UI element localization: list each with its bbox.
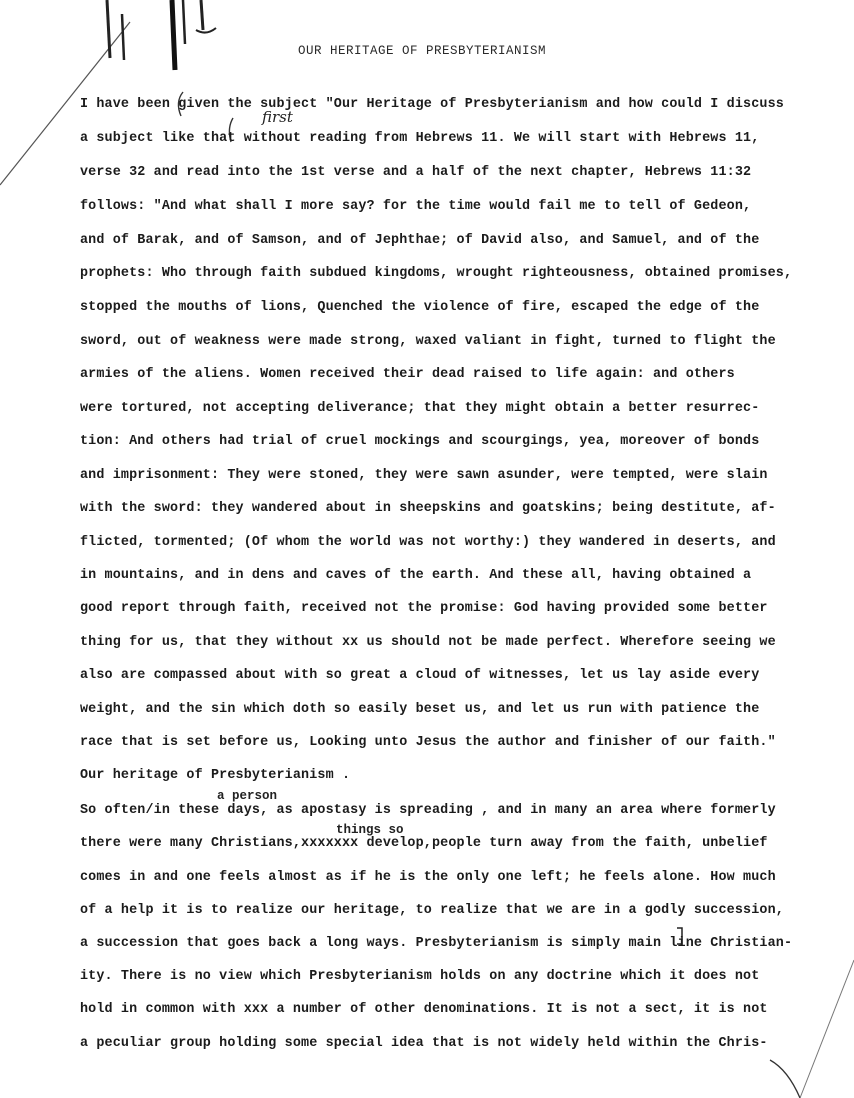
body-line: race that is set before us, Looking unto Jesus the author and finisher of our faith."	[80, 735, 776, 750]
body-line: armies of the aliens. Women received their dead raised to life again: and others	[80, 367, 735, 382]
body-line: weight, and the sin which doth so easily beset us, and let us run with patience the	[80, 702, 760, 717]
body-line: I have been given the subject "Our Heritage of Presbyterianism and how could I discuss	[80, 97, 784, 112]
body-line: verse 32 and read into the 1st verse and a half of the next chapter, Hebrews 11:32	[80, 165, 752, 180]
body-line: comes in and one feels almost as if he is the only one left; he feels alone. How much	[80, 870, 776, 885]
body-line: hold in common with xxx a number of other denominations. It is not a sect, it is not	[80, 1002, 768, 1017]
body-line: and imprisonment: They were stoned, they were sawn asunder, were tempted, were slain	[80, 468, 768, 483]
body-line: sword, out of weakness were made strong, waxed valiant in fight, turned to flight the	[80, 334, 776, 349]
body-line: flicted, tormented; (Of whom the world was not worthy:) they wandered in deserts, and	[80, 535, 776, 550]
body-line: also are compassed about with so great a cloud of witnesses, let us lay aside every	[80, 668, 760, 683]
body-line: were tortured, not accepting deliverance; that they might obtain a better resurrec-	[80, 401, 760, 416]
body-line: there were many Christians,xxxxxxx develop,people turn away from the faith, unbelief	[80, 836, 768, 851]
body-line: follows: "And what shall I more say? for the time would fail me to tell of Gedeon,	[80, 199, 752, 214]
body-line: with the sword: they wandered about in sheepskins and goatskins; being destitute, af-	[80, 501, 776, 516]
handwritten-insert: first	[262, 108, 293, 126]
interlinear-note-a-person: a person	[217, 789, 278, 803]
body-line: of a help it is to realize our heritage, to realize that we are in a godly succession,	[80, 903, 784, 918]
body-line: a peculiar group holding some special idea that is not widely held within the Chris-	[80, 1036, 768, 1051]
body-line: a succession that goes back a long ways. Presbyterianism is simply main line Christian-	[80, 936, 793, 951]
body-line: ity. There is no view which Presbyterianism holds on any doctrine which it does not	[80, 969, 760, 984]
interlinear-note-things-so: things so	[336, 823, 404, 837]
document-title: OUR HERITAGE OF PRESBYTERIANISM	[298, 44, 547, 58]
body-line: and of Barak, and of Samson, and of Jephthae; of David also, and Samuel, and of the	[80, 233, 760, 248]
body-line: So often/in these days, as apostasy is spreading , and in many an area where formerly	[80, 803, 776, 818]
body-line: Our heritage of Presbyterianism .	[80, 768, 351, 783]
body-line: good report through faith, received not the promise: God having provided some better	[80, 601, 768, 616]
body-line: tion: And others had trial of cruel mockings and scourgings, yea, moreover of bonds	[80, 434, 760, 449]
body-line: a subject like that without reading from Hebrews 11. We will start with Hebrews 11,	[80, 131, 760, 146]
body-line: in mountains, and in dens and caves of the earth. And these all, having obtained a	[80, 568, 752, 583]
body-line: prophets: Who through faith subdued kingdoms, wrought righteousness, obtained promises,	[80, 266, 793, 281]
body-line: stopped the mouths of lions, Quenched the violence of fire, escaped the edge of the	[80, 300, 760, 315]
body-line: thing for us, that they without xx us should not be made perfect. Wherefore seeing we	[80, 635, 776, 650]
